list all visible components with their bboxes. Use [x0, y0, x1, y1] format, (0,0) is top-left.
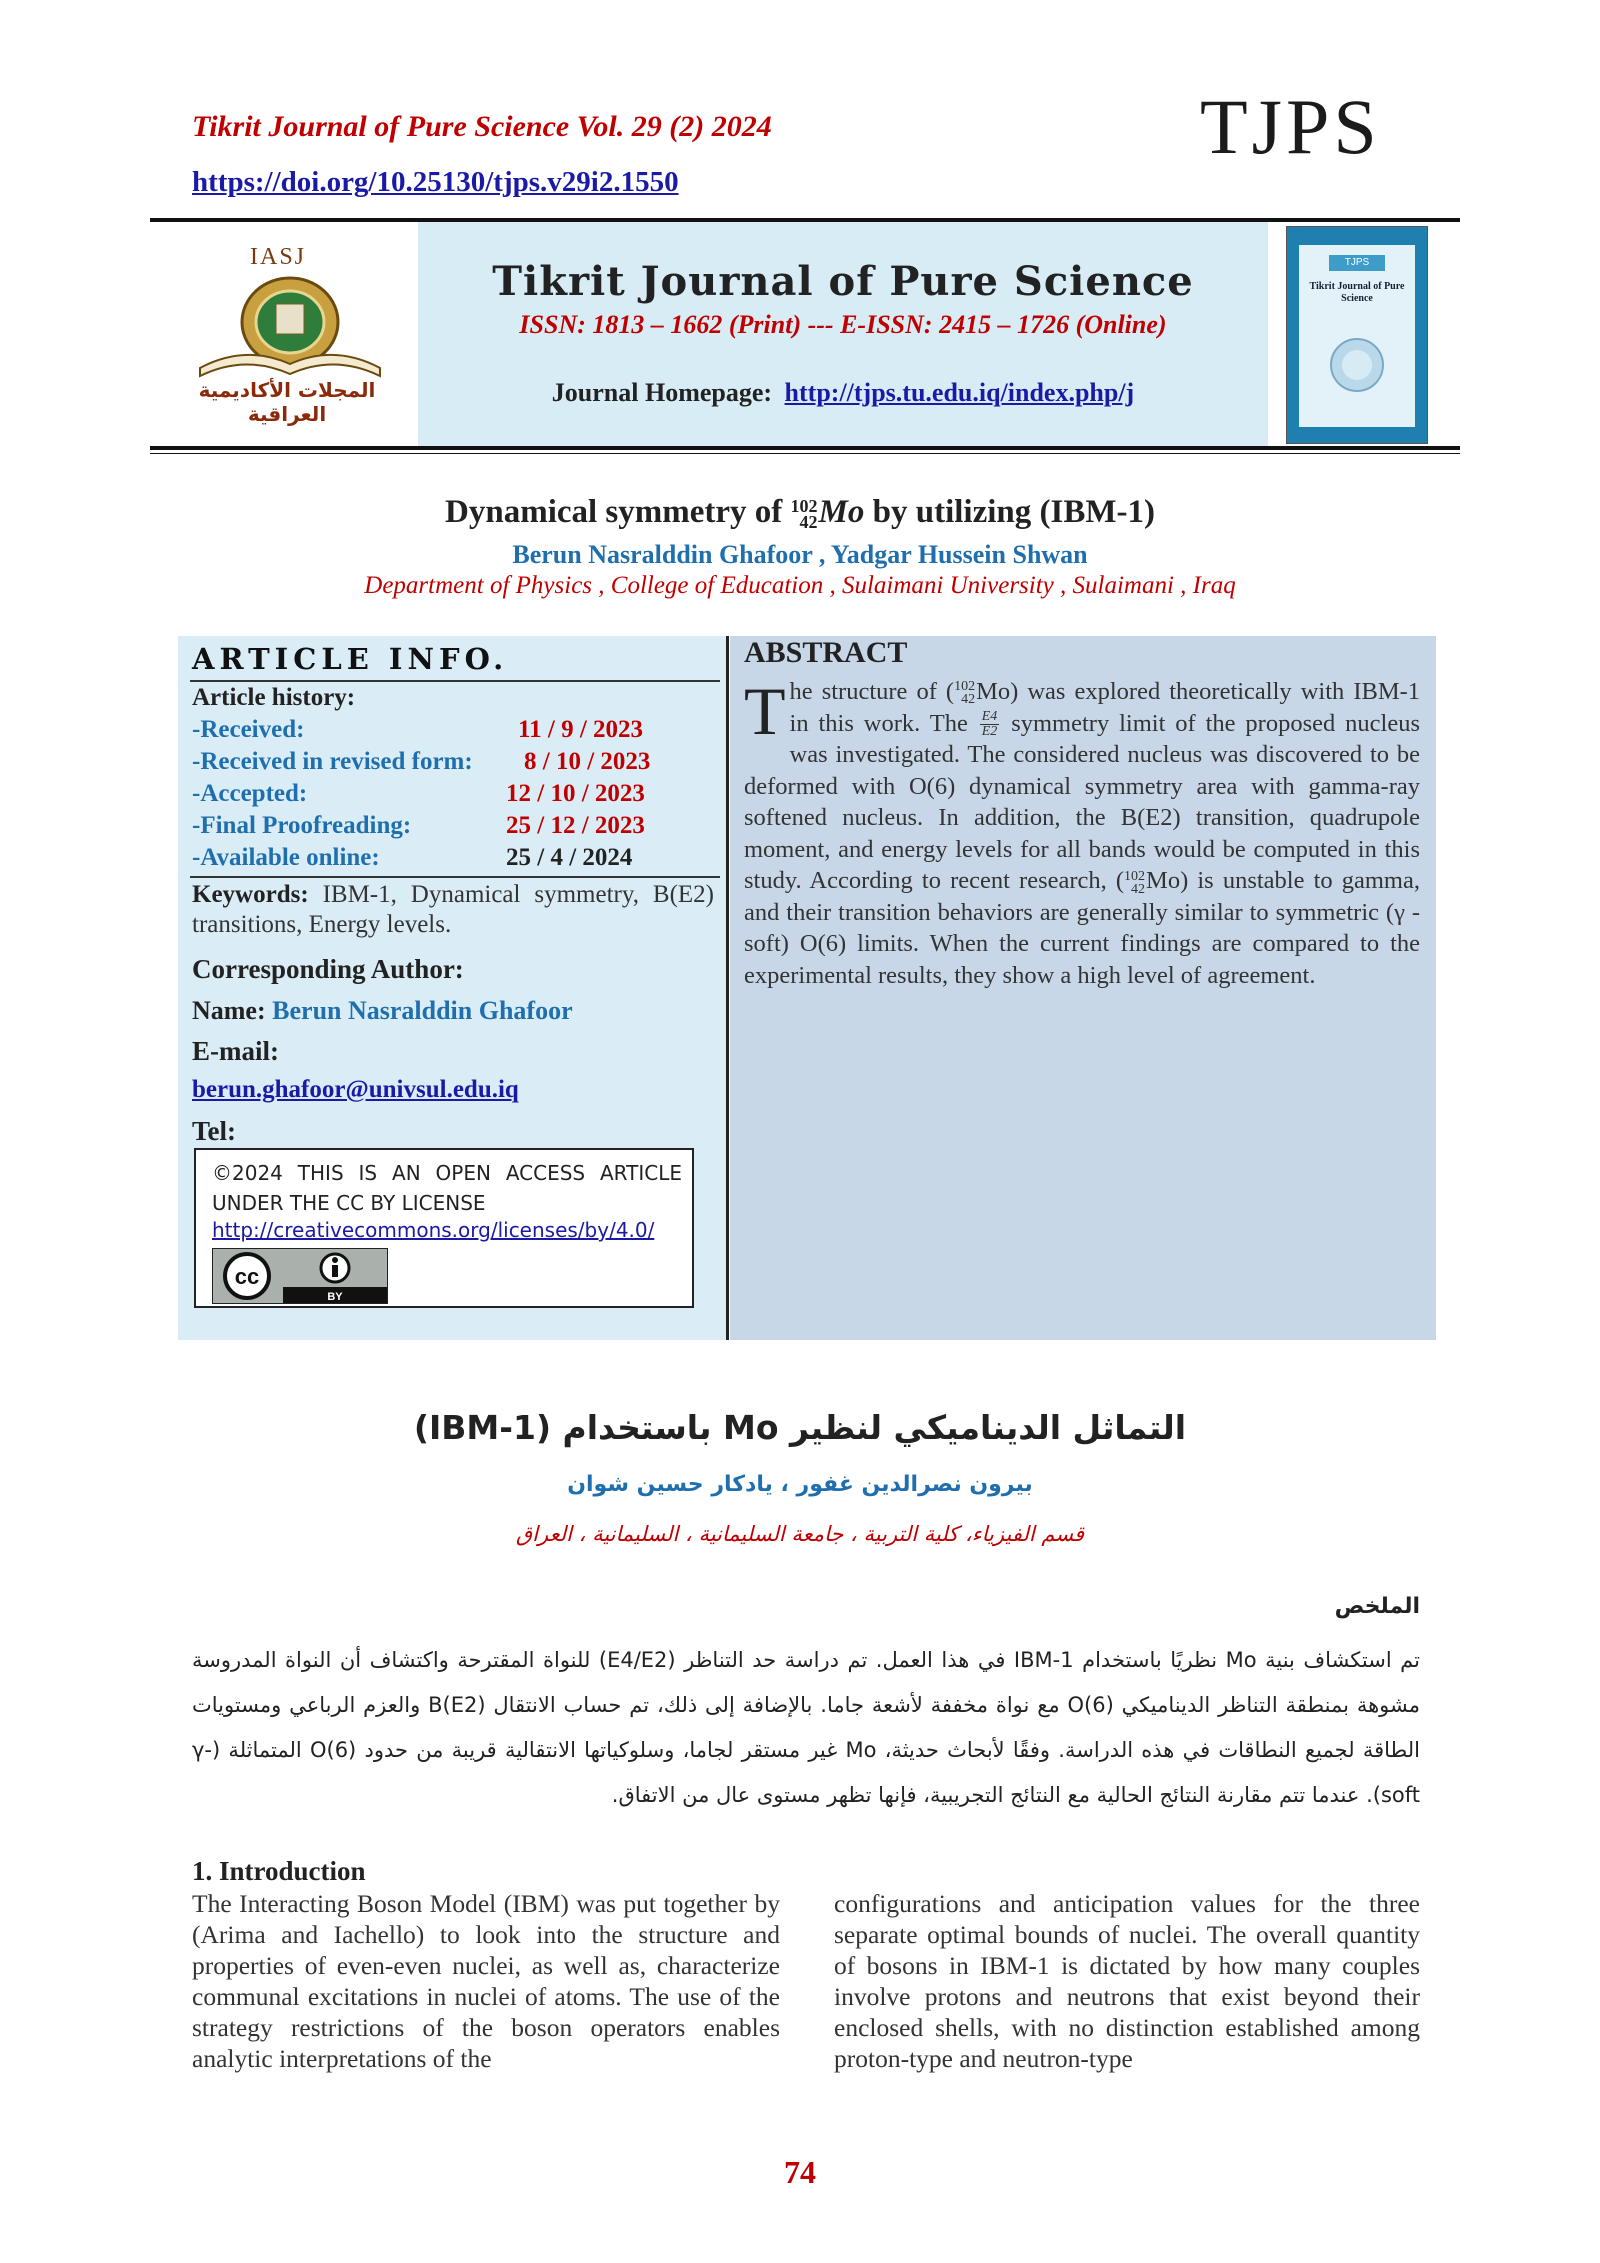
homepage-link[interactable]: http://tjps.tu.edu.iq/index.php/j	[784, 378, 1135, 407]
article-info-heading: ARTICLE INFO.	[192, 642, 509, 676]
abstract-part-4: Mo) is unstable to gamma, and their transition behaviors are generally similar to symmetric (γ -soft) O(6) limits. When the current findings are compared to the experimental results, they show a high level of agreement.	[744, 867, 1420, 989]
abstract-body	[744, 673, 1421, 991]
article-info-rule-top	[190, 680, 720, 682]
article-history-label: Article history:	[192, 684, 356, 711]
abstract-nucleus-indices-2	[1124, 870, 1145, 896]
cover-emblem-icon	[1329, 337, 1385, 393]
page-number: 74	[784, 2154, 816, 2190]
author-name	[192, 996, 573, 1026]
nucleus-mass: 102	[954, 679, 976, 695]
corresponding-author-label: Corresponding Author:	[192, 954, 464, 984]
title-prefix: Dynamical symmetry of	[445, 494, 783, 530]
cover-title: Tikrit Journal of Pure Science	[1309, 281, 1405, 304]
introduction-heading: 1. Introduction	[192, 1856, 366, 1886]
journal-homepage	[418, 378, 1268, 408]
cover-tag: TJPS	[1329, 255, 1385, 271]
history-value-proofreading: 25 / 12 / 2023	[506, 812, 645, 839]
keywords-value: IBM-1, Dynamical symmetry, B(E2) transitions, Energy levels.	[192, 881, 715, 938]
license-box	[194, 1148, 694, 1308]
paper-affiliation: Department of Physics , College of Education , Sulaimani University , Sulaimani , Iraq	[364, 572, 1236, 599]
tjps-logo: TJPS	[1200, 83, 1381, 170]
nucleus-z: 42	[1131, 881, 1146, 897]
name-label: Name:	[192, 996, 266, 1025]
email-label: E-mail:	[192, 1036, 279, 1066]
iasj-label: IASJ	[250, 244, 307, 270]
introduction-column-right: configurations and anticipation values for the three separate optimal bounds of nuclei. The overall quantity of bosons in IBM-1 is dictated by how many couples involve protons and neutrons that exist beyond their enclosed shells, with no distinction established among proton-type and neutron-type	[834, 1889, 1420, 2073]
introduction-column-left: The Interacting Boson Model (IBM) was put together by (Arima and Iachello) to look into the structure and properties of even-even nuclei, as well as, characterize communal excitations in nuclei of atoms. The use of the strategy restrictions of the boson operators enables analytic interpretations of the	[192, 1889, 780, 2073]
tel-label: Tel:	[192, 1116, 237, 1146]
license-link[interactable]: http://creativecommons.org/licenses/by/4.0/	[212, 1218, 655, 1242]
history-value-revised: 8 / 10 / 2023	[524, 748, 651, 775]
fraction-denominator: E2	[981, 724, 998, 740]
license-text: ©2024 THIS IS AN OPEN ACCESS ARTICLE UNDER THE CC BY LICENSE	[212, 1161, 682, 1215]
journal-citation: Tikrit Journal of Pure Science Vol. 29 (2) 2024	[192, 110, 772, 143]
arabic-abstract-body: تم استكشاف بنية Mo نظريًا باستخدام IBM-1 في هذا العمل. تم دراسة حد التناظر (E4/E2) للنواة المقترحة واكتشاف أن النواة المدروسة مشوهة بمنطقة التناظر الديناميكي O(6) مع نواة مخففة لأشعة جاما. بالإضافة إلى ذلك، تم حساب الانتقال B(E2) والعزم الرباعي ومستويات الطاقة لجميع النطاقات في هذه الدراسة. وفقًا لأبحاث حديثة، Mo غير مستقر لجاما، وسلوكياتها الانتقالية قريبة من حدود O(6) المتماثلة (γ-soft). عندما تتم مقارنة النتائج الحالية مع النتائج التجريبية، فإنها تظهر مستوى عال من الاتفاق.	[192, 1648, 1421, 1807]
history-label-proofreading: -Final Proofreading:	[192, 812, 412, 839]
journal-cover-thumbnail	[1286, 226, 1428, 444]
homepage-label: Journal Homepage:	[551, 378, 773, 407]
nucleus-symbol: Mo	[818, 494, 865, 530]
title-suffix: by utilizing (IBM-1)	[872, 494, 1155, 530]
history-value-online: 25 / 4 / 2024	[506, 844, 633, 871]
abstract-part-2: Mo) was explored theoretically with IBM-1 in this work. The	[789, 678, 1421, 737]
history-label-online: -Available online:	[192, 844, 380, 871]
title-nucleus-indices	[790, 496, 818, 533]
abstract-part-3: symmetry limit of the proposed nucleus was investigated. The considered nucleus was discovered to be deformed with O(6) dynamical symmetry area with gamma-ray softened nucleus. In addition, the B(E2) transition, quadrupole moment, and energy levels for all bands would be computed in this study. According to recent research, (	[744, 709, 1420, 895]
keywords	[192, 880, 714, 940]
arabic-title: التماثل الديناميكي لنظير Mo باستخدام (IBM-1)	[413, 1408, 1187, 1447]
history-value-accepted: 12 / 10 / 2023	[506, 780, 645, 807]
keywords-label: Keywords:	[192, 881, 309, 908]
energy-ratio-fraction	[980, 710, 1000, 739]
abstract-heading: ABSTRACT	[744, 636, 908, 669]
doi-link[interactable]: https://doi.org/10.25130/tjps.v29i2.1550	[192, 166, 679, 198]
abstract-nucleus-indices-1	[954, 680, 975, 706]
abstract-part-1: he structure of (	[789, 678, 955, 705]
iasj-emblem-icon	[180, 272, 400, 380]
nucleus-z: 42	[961, 692, 976, 708]
arabic-affiliation: قسم الفيزياء، كلية التربية ، جامعة السليمانية ، السليمانية ، العراق	[515, 1522, 1085, 1546]
article-info-rule-bottom	[190, 876, 720, 878]
cc-by-icon	[213, 1249, 387, 1303]
name-value: Berun Nasralddin Ghafoor	[272, 996, 573, 1025]
banner-title: Tikrit Journal of Pure Science	[492, 258, 1194, 305]
header-rule-bottom-thin	[150, 453, 1460, 454]
by-badge-text: BY	[327, 1291, 343, 1303]
paper-title	[0, 494, 1600, 531]
panel-divider	[726, 636, 729, 1340]
history-label-accepted: -Accepted:	[192, 780, 308, 807]
history-label-revised: -Received in revised form:	[192, 748, 473, 775]
nucleus-mass: 102	[790, 496, 818, 517]
history-value-received: 11 / 9 / 2023	[518, 716, 644, 743]
fraction-numerator: E4	[981, 709, 998, 725]
nucleus-mass: 102	[1124, 868, 1146, 884]
issn-line: ISSN: 1813 – 1662 (Print) --- E-ISSN: 2415 – 1726 (Online)	[519, 310, 1167, 339]
arabic-authors: بيرون نصرالدين غفور ، يادكار حسين شوان	[567, 1472, 1033, 1497]
history-label-received: -Received:	[192, 716, 305, 743]
paper-authors: Berun Nasralddin Ghafoor , Yadgar Hussein Shwan	[512, 540, 1088, 569]
iasj-arabic-label: المجلات الأكاديمية العراقية	[198, 378, 376, 426]
abstract-drop-cap: T	[744, 673, 786, 749]
cc-badge-text: cc	[234, 1264, 260, 1289]
arabic-abstract-heading: الملخص	[1334, 1594, 1420, 1619]
email-link[interactable]: berun.ghafoor@univsul.edu.iq	[192, 1076, 519, 1103]
nucleus-z: 42	[799, 512, 818, 533]
cc-by-badge[interactable]	[212, 1248, 388, 1304]
header-rule-bottom	[150, 446, 1460, 450]
